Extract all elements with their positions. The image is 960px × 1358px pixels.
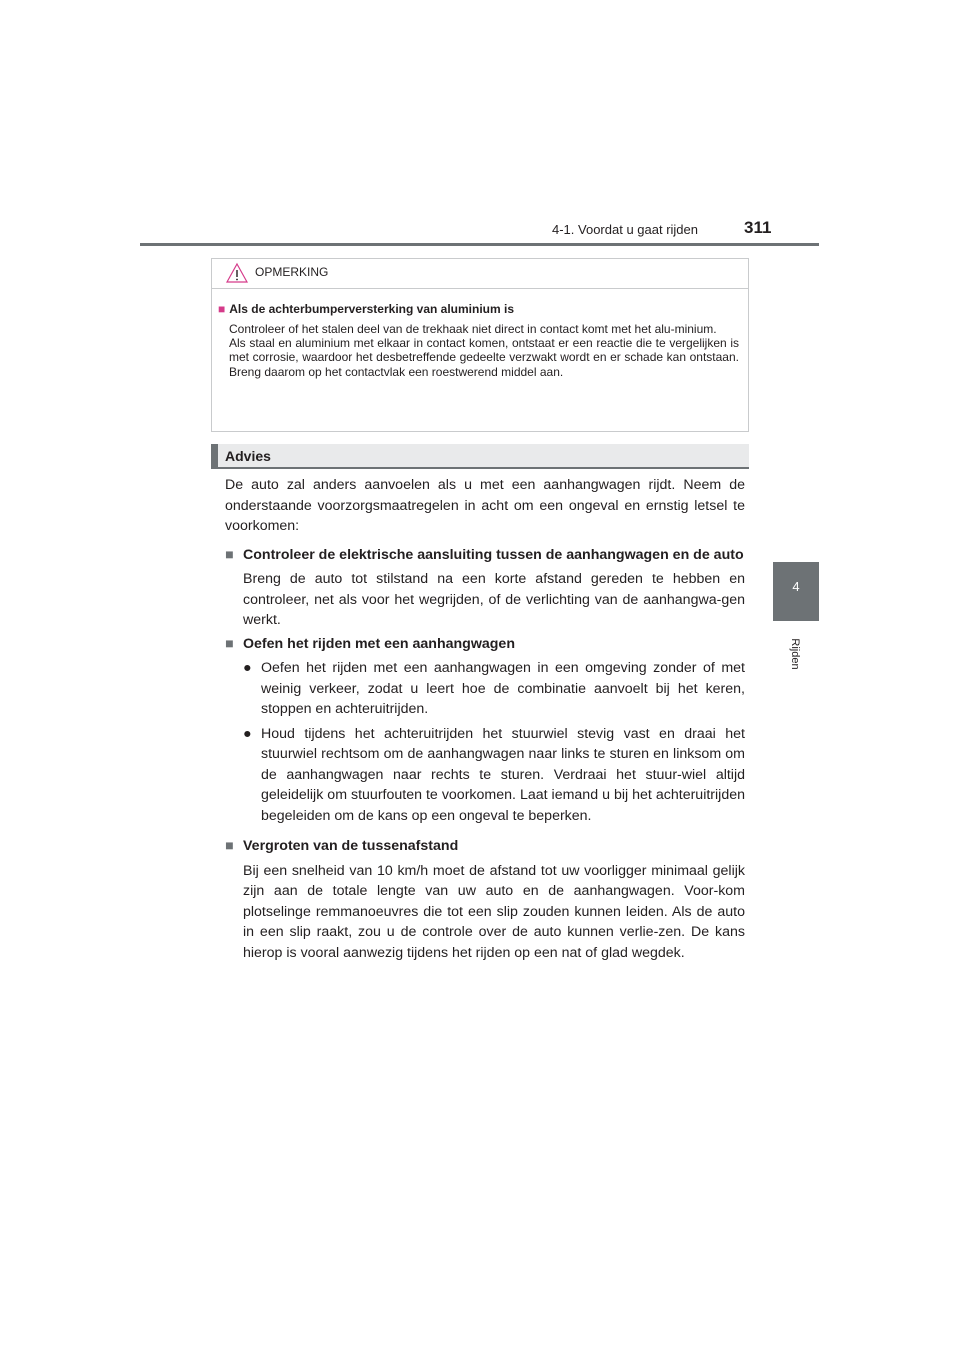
page-number: 311: [744, 218, 772, 237]
advice-item: [225, 634, 745, 827]
advice-item-body: Bij een snelheid van 10 km/h moet de afstand tot uw voorligger minimaal gelijk zijn aan de totale lengte van uw auto en de aanhangwagen. Voor-kom plotselinge remmanoeuvres die tot een slip zouden kunnen leiden. Als de auto in een slip raakt, zou u de controle over de auto kunnen verlie-zen. De kans hierop is vooral aanwezig tijdens het rijden op een nat of glad wegdek.: [243, 862, 745, 961]
advice-item-title-text: Vergroten van de tussenafstand: [243, 838, 459, 854]
square-bullet-icon: ■: [218, 302, 226, 316]
advice-item-body: Breng de auto tot stilstand na een korte afstand gereden te hebben en controleer, net als voor het wegrijden, of de verlichting van de aanhangwa-gen werkt.: [243, 571, 745, 628]
notice-paragraph: Controleer of het stalen deel van de trekhaak niet direct in contact komt met het alu-minium.: [229, 322, 717, 336]
advice-bullet: [243, 724, 745, 827]
advice-item-title-text: Controleer de elektrische aansluiting tussen de aanhangwagen en de auto: [243, 546, 744, 563]
square-bullet-icon: ■: [225, 838, 234, 854]
advice-bullet-text: Houd tijdens het achteruitrijden het stuurwiel stevig vast en draai het stuurwiel rechtsom om de aanhangwagen naar links te sturen en linksom om de aanhangwagen naar rechts te sturen. Verdraai het stuur-wiel altijd geleidelijk om stuurfouten te voorkomen. Laat iemand u bij het achteruitrijden begeleiden om de kans op een ongeval te beperken.: [261, 725, 745, 824]
chapter-label-container: [780, 630, 810, 678]
advice-bullet: [243, 658, 745, 720]
square-bullet-icon: ■: [225, 635, 234, 652]
advice-item-title-text: Oefen het rijden met een aanhangwagen: [243, 635, 515, 652]
notice-item-title: [218, 302, 514, 316]
warning-triangle-icon: [226, 262, 248, 284]
section-heading-bar: [211, 444, 749, 469]
section-content: [225, 475, 745, 963]
header-rule: [140, 243, 819, 246]
intro-paragraph: De auto zal anders aanvoelen als u met een aanhangwagen rijdt. Neem de onderstaande voorzorgsmaatregelen in acht om een ongeval en ernstig letsel te voorkomen:: [225, 477, 745, 534]
square-bullet-icon: ■: [225, 546, 234, 563]
advice-item-title: [225, 634, 745, 655]
running-header-section: 4-1. Voordat u gaat rijden: [552, 222, 698, 237]
advice-item: [225, 545, 745, 631]
notice-title: OPMERKING: [255, 265, 329, 279]
notice-body: [229, 322, 739, 379]
chapter-label: Rijden: [789, 638, 801, 670]
advice-item: [225, 836, 745, 963]
advice-item-title: [225, 545, 745, 566]
notice-item-title-text: Als de achterbumperversterking van aluminium is: [229, 302, 515, 316]
section-title: Advies: [225, 448, 271, 464]
chapter-tab: [773, 562, 819, 621]
advice-item-title: [225, 836, 745, 857]
notice-header: [212, 259, 748, 289]
round-bullet-icon: ●: [243, 725, 252, 742]
round-bullet-icon: ●: [243, 660, 252, 676]
notice-box: [211, 258, 749, 432]
advice-bullet-text: Oefen het rijden met een aanhangwagen in een omgeving zonder of met weinig verkeer, zodat u leert hoe de combinatie aanvoelt bij het keren, stoppen en achteruitrijden.: [261, 660, 745, 717]
notice-paragraph: Als staal en aluminium met elkaar in contact komen, ontstaat er een reactie die te vergelijken is met corrosie, waardoor het desbetreffende gedeelte verzwakt wordt en er schade kan ontstaan. Breng daarom op het contactvlak een roestwerend middel aan.: [229, 336, 739, 379]
section-accent: [211, 444, 218, 469]
chapter-number: 4: [792, 579, 800, 594]
